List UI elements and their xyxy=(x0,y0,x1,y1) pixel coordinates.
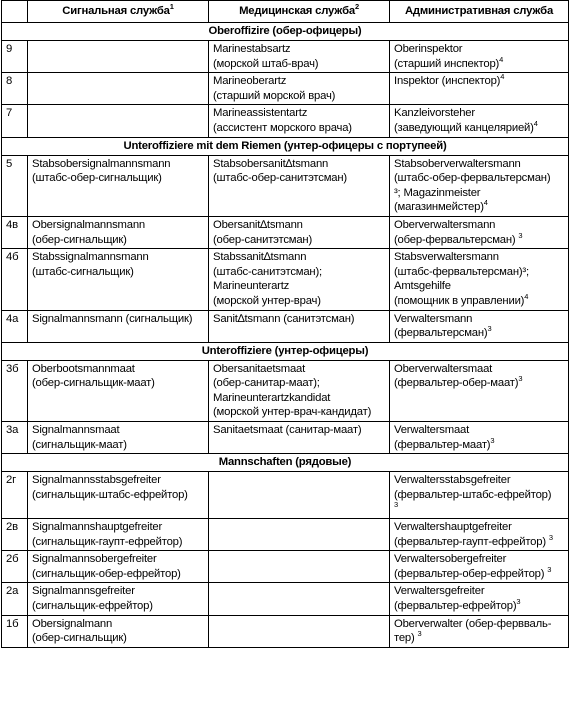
admin-cell-text: Oberverwaltersmaat (фервальтер-обер-маат) xyxy=(394,362,519,390)
signal-cell-text: Stabsobersignalmannsmann (штабс-обер-сигнальщик) xyxy=(32,157,171,185)
medical-cell xyxy=(209,155,390,216)
medical-cell xyxy=(209,472,390,519)
table-row xyxy=(2,216,569,248)
footnote-mark: 3 xyxy=(518,230,523,240)
admin-cell xyxy=(390,551,569,583)
signal-cell xyxy=(28,216,209,248)
admin-cell-text: Stabsoberverwaltersmann (штабс-обер-фервальтерсман) ³; Magazinmeister (магазинмейстер) xyxy=(394,157,551,214)
signal-cell-text: Signalmannsmaat (сигнальщик-маат) xyxy=(32,424,127,451)
rank-cell xyxy=(2,615,28,647)
medical-cell xyxy=(209,105,390,137)
signal-cell xyxy=(28,615,209,647)
medical-cell-text: Stabssanit∆tsmann (штабс-санитэтсман); Marineunterartz (морской унтер-врач) xyxy=(213,251,322,307)
signal-cell xyxy=(28,519,209,551)
rank-cell-text: 4в xyxy=(6,218,18,231)
table-row xyxy=(2,583,569,615)
section-row xyxy=(2,137,569,155)
section-title: Mannschaften (рядовые) xyxy=(2,454,569,472)
section-row xyxy=(2,342,569,360)
rank-cell-text: 1б xyxy=(6,617,19,630)
rank-cell-text: 2в xyxy=(6,521,18,534)
medical-cell xyxy=(209,551,390,583)
table-row xyxy=(2,519,569,551)
admin-cell-text: Oberverwalter (обер-фервваль- тер) xyxy=(394,617,552,645)
signal-cell xyxy=(28,551,209,583)
signal-cell-text: Oberbootsmannmaat (обер-сигнальщик-маат) xyxy=(32,362,155,390)
admin-cell xyxy=(390,216,569,248)
admin-cell-text: Kanzleivorsteher (заведующий канцелярией) xyxy=(394,107,534,134)
signal-cell-text: Signalmannsmann (сигнальщик) xyxy=(32,312,193,325)
section-title: Oberoffizire (обер-офицеры) xyxy=(2,23,569,41)
signal-cell-text: Signalmannshauptgefreiter (сигнальщик-гаупт-ефрейтор) xyxy=(32,521,183,548)
rank-cell xyxy=(2,422,28,454)
admin-cell xyxy=(390,472,569,519)
rank-cell xyxy=(2,105,28,137)
signal-cell-text: Signalmannsobergefreiter (сигнальщик-обер-ефрейтор) xyxy=(32,553,181,580)
signal-cell xyxy=(28,360,209,421)
admin-cell-text: Verwaltersstabsgefreiter (фервальтер-штабс-ефрейтор) xyxy=(394,474,552,501)
medical-cell-text: Obersanitaetsmaat (обер-санитар-маат); Marineunterartzkandidat (морской унтер-врач-кандидат) xyxy=(213,362,372,419)
footnote-mark: 1 xyxy=(169,2,174,12)
admin-cell xyxy=(390,422,569,454)
rank-cell xyxy=(2,73,28,105)
rank-cell-text: 2а xyxy=(6,585,19,598)
admin-cell xyxy=(390,583,569,615)
table-row xyxy=(2,360,569,421)
rank-cell xyxy=(2,216,28,248)
header-rank xyxy=(2,1,28,23)
signal-cell xyxy=(28,583,209,615)
header-medical-label: Медицинская служба xyxy=(239,5,355,18)
table-header xyxy=(2,1,569,23)
medical-cell xyxy=(209,249,390,310)
table-row xyxy=(2,73,569,105)
admin-cell-text: Stabsverwaltersmann (штабс-фервальтерсман)³; Amtsgehilfe (помощник в управлении) xyxy=(394,251,529,307)
header-signal-label: Сигнальная служба xyxy=(62,5,170,18)
medical-cell-text: Sanitaetsmaat (санитар-маат) xyxy=(213,424,362,437)
signal-cell xyxy=(28,472,209,519)
medical-cell xyxy=(209,216,390,248)
footnote-mark: 3 xyxy=(394,500,398,510)
footnote-mark: 3 xyxy=(490,435,495,445)
signal-cell xyxy=(28,73,209,105)
admin-cell xyxy=(390,310,569,342)
rank-cell-text: 4а xyxy=(6,312,19,325)
medical-cell xyxy=(209,360,390,421)
signal-cell-text: Obersignalmann (обер-сигнальщик) xyxy=(32,617,127,645)
admin-cell xyxy=(390,249,569,310)
table-row xyxy=(2,249,569,310)
signal-cell xyxy=(28,249,209,310)
footnote-mark: 4 xyxy=(500,72,505,82)
header-admin-service: Административная служба xyxy=(390,1,569,23)
ranks-table-container xyxy=(1,0,568,648)
signal-cell xyxy=(28,422,209,454)
signal-cell xyxy=(28,105,209,137)
footnote-mark: 4 xyxy=(499,54,504,64)
header-row xyxy=(2,1,569,23)
medical-cell-text: Marinestabsartz (морской штаб-врач) xyxy=(213,43,319,70)
section-row xyxy=(2,454,569,472)
signal-cell-text: Signalmannsgefreiter (сигнальщик-ефрейтор) xyxy=(32,585,153,612)
rank-cell xyxy=(2,360,28,421)
medical-cell xyxy=(209,583,390,615)
admin-cell xyxy=(390,155,569,216)
admin-cell xyxy=(390,105,569,137)
table-row xyxy=(2,310,569,342)
admin-cell-text: Inspektor (инспектор) xyxy=(394,75,501,88)
table-row xyxy=(2,155,569,216)
admin-cell xyxy=(390,73,569,105)
rank-cell xyxy=(2,472,28,519)
signal-cell-text: Stabssignalmannsmann (штабс-сигнальщик) xyxy=(32,251,149,278)
medical-cell xyxy=(209,422,390,454)
rank-cell xyxy=(2,155,28,216)
signal-cell-text: Signalmannsstabsgefreiter (сигнальщик-штабс-ефрейтор) xyxy=(32,474,188,501)
signal-cell xyxy=(28,155,209,216)
ranks-table xyxy=(1,0,569,648)
medical-cell-text: Marineoberartz (старший морской врач) xyxy=(213,75,336,102)
admin-cell-text: Verwaltersmaat (фервальтер-маат) xyxy=(394,424,491,451)
admin-cell-text: Verwaltershauptgefreiter (фервальтер-гаупт-ефрейтор) xyxy=(394,521,546,548)
header-signal-service xyxy=(28,1,209,23)
footnote-mark: 3 xyxy=(547,565,552,575)
rank-cell xyxy=(2,519,28,551)
section-title: Unteroffiziere (унтер-офицеры) xyxy=(2,342,569,360)
admin-cell xyxy=(390,360,569,421)
table-row xyxy=(2,105,569,137)
section-row xyxy=(2,23,569,41)
signal-cell xyxy=(28,41,209,73)
rank-cell-text: 5 xyxy=(6,157,13,170)
table-row xyxy=(2,615,569,647)
footnote-mark: 3 xyxy=(518,374,523,384)
medical-cell xyxy=(209,41,390,73)
footnote-mark: 3 xyxy=(417,629,422,639)
medical-cell xyxy=(209,519,390,551)
medical-cell-text: Stabsobersanit∆tsmann (штабс-обер-санитэтсман) xyxy=(213,157,347,185)
table-body xyxy=(2,23,569,648)
admin-cell-text: Verwaltersobergefreiter (фервальтер-обер-ефрейтор) xyxy=(394,553,545,580)
medical-cell-text: Sanit∆tsmann (санитэтсман) xyxy=(213,312,355,325)
rank-cell xyxy=(2,583,28,615)
admin-cell-text: Verwaltersgefreiter (фервальтер-ефрейтор) xyxy=(394,585,517,612)
table-row xyxy=(2,472,569,519)
rank-cell-text: 3б xyxy=(6,362,19,375)
admin-cell-text: Verwaltersmann (фервальтерсман) xyxy=(394,312,488,340)
rank-cell-text: 2б xyxy=(6,553,19,566)
rank-cell-text: 8 xyxy=(6,75,13,88)
medical-cell xyxy=(209,615,390,647)
header-medical-service xyxy=(209,1,390,23)
footnote-mark: 4 xyxy=(524,292,529,302)
table-row xyxy=(2,422,569,454)
rank-cell-text: 3а xyxy=(6,424,19,437)
admin-cell xyxy=(390,615,569,647)
admin-cell-text: Oberverwaltersmann (обер-фервальтерсман) xyxy=(394,218,516,246)
rank-cell xyxy=(2,249,28,310)
table-row xyxy=(2,41,569,73)
admin-cell xyxy=(390,41,569,73)
medical-cell-text: Marineassistentartz (ассистент морского врача) xyxy=(213,107,352,134)
admin-cell-text: Oberinspektor (старший инспектор) xyxy=(394,43,500,70)
footnote-mark: 3 xyxy=(487,324,492,334)
footnote-mark: 3 xyxy=(516,597,521,607)
medical-cell xyxy=(209,310,390,342)
signal-cell xyxy=(28,310,209,342)
footnote-mark: 2 xyxy=(354,2,359,12)
section-title: Unteroffiziere mit dem Riemen (унтер-офицеры с портупеей) xyxy=(2,137,569,155)
medical-cell xyxy=(209,73,390,105)
rank-cell-text: 4б xyxy=(6,251,19,264)
rank-cell xyxy=(2,310,28,342)
footnote-mark: 4 xyxy=(533,119,538,129)
footnote-mark: 3 xyxy=(548,532,553,542)
medical-cell-text: Obersanit∆tsmann (обер-санитэтсман) xyxy=(213,218,313,246)
rank-cell-text: 2г xyxy=(6,474,17,487)
rank-cell-text: 7 xyxy=(6,107,13,120)
rank-cell-text: 9 xyxy=(6,43,13,55)
admin-cell xyxy=(390,519,569,551)
table-row xyxy=(2,551,569,583)
footnote-mark: 4 xyxy=(483,198,488,208)
rank-cell xyxy=(2,41,28,73)
signal-cell-text: Obersignalmannsmann (обер-сигнальщик) xyxy=(32,218,145,246)
rank-cell xyxy=(2,551,28,583)
